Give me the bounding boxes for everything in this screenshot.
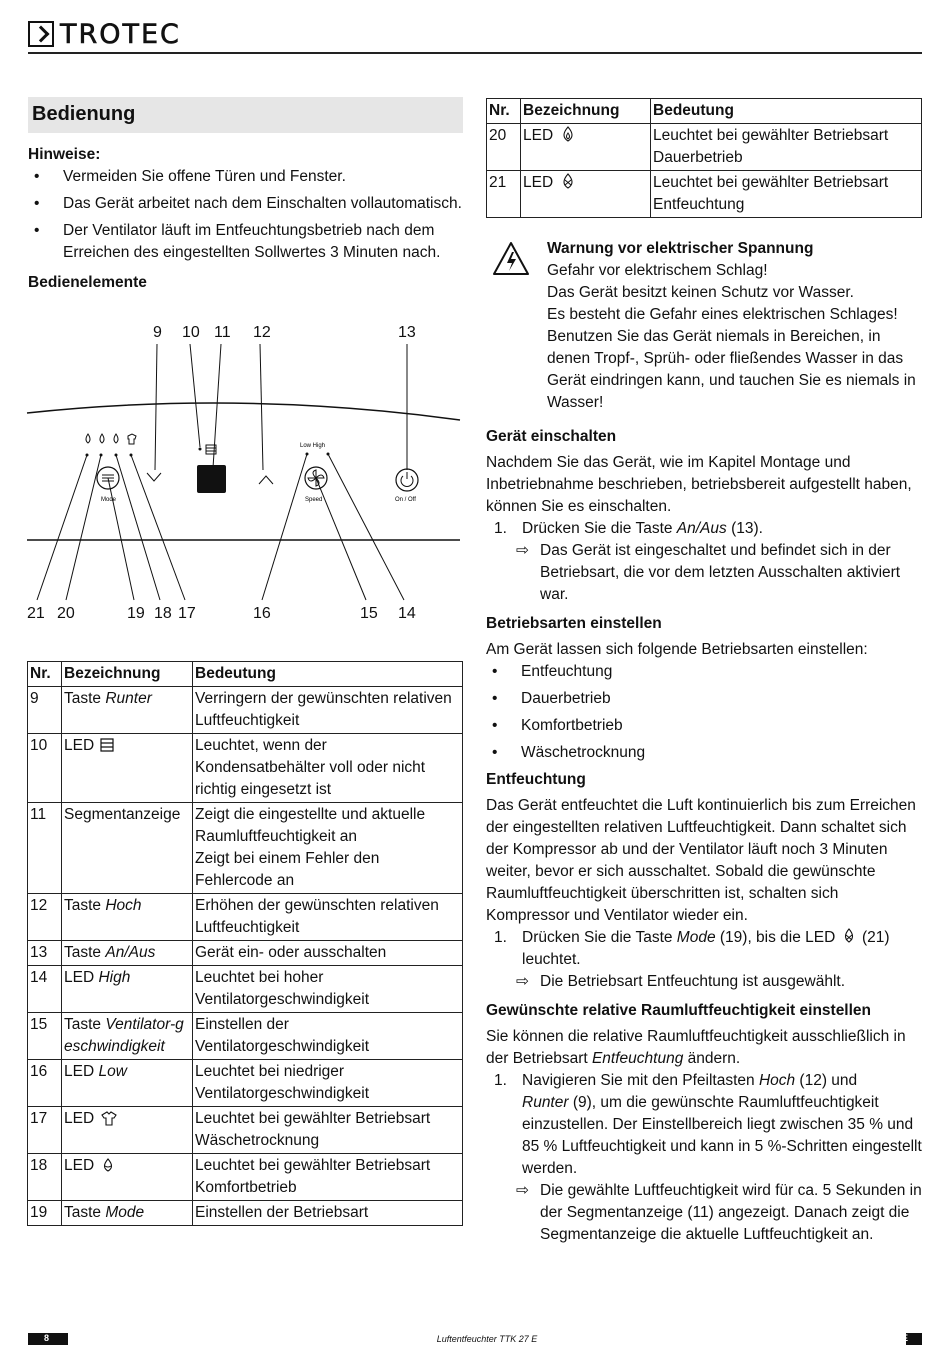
callout-number: 13 (398, 324, 416, 341)
cell-text: LED (64, 1157, 95, 1174)
cell-nr: 9 (28, 687, 62, 734)
step-text: Drücken Sie die Taste (522, 520, 677, 537)
cell-text-italic: Mode (105, 1204, 145, 1221)
callout-number: 11 (214, 324, 231, 341)
list-item: • Der Ventilator läuft im Entfeuchtungsbetrieb nach dem Erreichen des eingestellten Sollwertes 3 Minuten nach. (28, 220, 463, 264)
right-column-text (486, 426, 926, 1246)
cell-nr: 10 (28, 734, 62, 803)
cell-nr: 17 (28, 1107, 62, 1154)
cell-text-italic: Low (98, 1063, 127, 1080)
warning-line: Benutzen Sie das Gerät niemals in Bereichen, in denen Tropf-, Sprüh- oder fließendes Wasser in das Gerät eindringen kann, und tauchen Sie es niemals in Wasser! (547, 328, 916, 411)
notes-list (28, 166, 463, 269)
cell-nr: 15 (28, 1013, 62, 1060)
cell-nr: 12 (28, 894, 62, 941)
cell-bez (62, 894, 193, 941)
list-item: • Entfeuchtung (486, 661, 926, 683)
column-header: Bedeutung (193, 662, 463, 687)
shirt-icon (98, 1110, 118, 1126)
comfort-drop-icon (98, 1157, 118, 1173)
controls-table (27, 661, 463, 1226)
column-header: Bedeutung (651, 99, 922, 124)
target-title: Gewünschte relative Raumluftfeuchtigkeit einstellen (486, 1002, 872, 1019)
table-row (28, 894, 463, 941)
table-row (28, 1107, 463, 1154)
cell-bed: Einstellen der Betriebsart (193, 1201, 463, 1226)
cell-bed: Gerät ein- oder ausschalten (193, 941, 463, 966)
callout-number: 9 (153, 324, 162, 341)
cell-bez (62, 734, 193, 803)
callout-number: 20 (57, 605, 75, 622)
cell-bez (521, 171, 651, 218)
cell-bez (62, 687, 193, 734)
cell-bed (193, 803, 463, 894)
callout-number: 16 (253, 605, 271, 622)
step-text: (21) (857, 929, 890, 946)
callout-number: 12 (253, 324, 271, 341)
brand-name: TROTEC (60, 18, 181, 50)
cell-text: Taste (64, 1016, 106, 1033)
step-item: 1. Drücken Sie die Taste Mode (19), bis die LED (21) leuchtet. (494, 929, 890, 968)
cell-text: Zeigt die eingestellte und aktuelle Raumluftfeuchtigkeit an (195, 806, 426, 845)
table-row (487, 124, 922, 171)
step-item: 1. Navigieren Sie mit den Pfeiltasten Hoch (12) und Runter (9), um die gewünschte Raumluftfeuchtigkeit einzustellen. Der Einstellbereich liegt zwischen 35 % und 85 % Luftfeuchtigkeit und kann in 5 %-Schritten eingestellt werden. (494, 1072, 922, 1177)
controls-table-continued (486, 98, 922, 218)
column-header: Bezeichnung (62, 662, 193, 687)
dehumidify-drop-icon (557, 172, 579, 190)
panel-top-edge (27, 403, 460, 420)
controls-title: Bedienelemente (28, 274, 147, 291)
list-item: • Wäschetrocknung (486, 742, 926, 764)
cell-nr: 21 (487, 171, 521, 218)
warning-line: Das Gerät besitzt keinen Schutz vor Wasser. (547, 284, 854, 301)
table-row (28, 1013, 463, 1060)
result-item (486, 971, 926, 993)
cell-bed: Leuchtet bei gewählter Betriebsart Komfortbetrieb (193, 1154, 463, 1201)
step-text: (13). (726, 520, 763, 537)
onoff-label: On / Off (395, 497, 416, 503)
cell-bed: Verringern der gewünschten relativen Luftfeuchtigkeit (193, 687, 463, 734)
cell-text-italic: An/Aus (105, 944, 156, 961)
notes-title: Hinweise: (28, 146, 101, 163)
cell-nr: 18 (28, 1154, 62, 1201)
speed-label: Speed (305, 497, 323, 503)
cell-bez (62, 1201, 193, 1226)
target-text (486, 1026, 926, 1070)
step-text: (19), bis die LED (715, 929, 840, 946)
cell-nr: 20 (487, 124, 521, 171)
cell-text: LED (523, 127, 554, 144)
arrow-right-icon: ⇨ (516, 542, 529, 559)
step-text: leuchtet. (522, 951, 581, 968)
callout-number: 10 (182, 324, 200, 341)
tank-icon (98, 737, 116, 753)
warning-line: Es besteht die Gefahr eines elektrischen Schlages! (547, 306, 898, 323)
step-text: Navigieren Sie mit den Pfeiltasten (522, 1072, 759, 1089)
table-row (28, 941, 463, 966)
list-item: • Das Gerät arbeitet nach dem Einschalten vollautomatisch. (28, 193, 463, 215)
cell-bed: Leuchtet bei gewählter Betriebsart Dauerbetrieb (651, 124, 922, 171)
cell-bez: Segmentanzeige (62, 803, 193, 894)
mode-label: Mode (101, 497, 117, 503)
list-item: • Vermeiden Sie offene Türen und Fenster. (28, 166, 463, 188)
step-item: 1. Drücken Sie die Taste An/Aus (13). (494, 520, 763, 537)
cell-text: Taste (64, 690, 106, 707)
cell-nr: 14 (28, 966, 62, 1013)
continuous-drop-icon (557, 125, 579, 143)
cell-text: Taste (64, 1204, 106, 1221)
cell-bez (62, 941, 193, 966)
step-text-italic: An/Aus (676, 520, 727, 537)
cell-bez (62, 1013, 193, 1060)
text-part: ändern. (683, 1050, 741, 1067)
switch-on-text: Nachdem Sie das Gerät, wie im Kapitel Montage und Inbetriebnahme beschrieben, betriebsbereit aufgestellt haben, können Sie es einschalten. (486, 454, 912, 515)
section-title: Bedienung (32, 103, 136, 125)
table-row (28, 803, 463, 894)
text-part: Sie können die relative Raumluftfeuchtigkeit ausschließlich in der Betriebsart (486, 1028, 906, 1067)
mode-led-icons (86, 434, 136, 444)
table-row (28, 687, 463, 734)
column-header: Nr. (487, 99, 521, 124)
down-arrow-icon (147, 473, 161, 481)
result-text: Die Betriebsart Entfeuchtung ist ausgewählt. (540, 973, 846, 990)
table-header-row (28, 662, 463, 687)
cell-bed: Leuchtet bei niedriger Ventilatorgeschwindigkeit (193, 1060, 463, 1107)
arrow-right-icon: ⇨ (516, 1182, 529, 1199)
table-row (487, 171, 922, 218)
dehumidify-drop-icon (840, 927, 858, 945)
step-text-italic: Runter (522, 1094, 569, 1111)
cell-bed: Leuchtet, wenn der Kondensatbehälter voll oder nicht richtig eingesetzt ist (193, 734, 463, 803)
table-row (28, 1154, 463, 1201)
cell-bed: Leuchtet bei gewählter Betriebsart Entfeuchtung (651, 171, 922, 218)
table-row (28, 966, 463, 1013)
table-row (28, 1060, 463, 1107)
cell-text: LED (64, 1063, 99, 1080)
header-rule (28, 52, 922, 54)
list-item: • Komfortbetrieb (486, 715, 926, 737)
modes-intro: Am Gerät lassen sich folgende Betriebsarten einstellen: (486, 641, 868, 658)
modes-title: Betriebsarten einstellen (486, 615, 662, 632)
result-text: Das Gerät ist eingeschaltet und befindet sich in der Betriebsart, die vor dem letzten Ausschalten aktiviert war. (540, 542, 901, 603)
result-item (486, 1180, 926, 1246)
cell-text: Taste (64, 897, 106, 914)
cell-bez (62, 1060, 193, 1107)
arrow-right-icon: ⇨ (516, 973, 529, 990)
callout-number: 21 (27, 605, 45, 622)
electric-warning-icon (491, 240, 531, 278)
table-row (28, 734, 463, 803)
up-arrow-icon (259, 476, 273, 484)
modes-list (486, 661, 926, 764)
cell-text-italic: Hoch (105, 897, 142, 914)
step-text: (12) und (795, 1072, 858, 1089)
column-header: Nr. (28, 662, 62, 687)
cell-text-italic: High (98, 969, 131, 986)
cell-bed: Leuchtet bei gewählter Betriebsart Wäschetrocknung (193, 1107, 463, 1154)
cell-nr: 11 (28, 803, 62, 894)
cell-text: Zeigt bei einem Fehler den Fehlercode an (195, 850, 380, 889)
cell-text: LED (523, 174, 554, 191)
result-text: Die gewählte Luftfeuchtigkeit wird für ca. 5 Sekunden in der Segmentanzeige (11) angezeigt. Danach zeigt die Segmentanzeige die aktuelle Luftfeuchtigkeit an. (540, 1182, 922, 1243)
warning-line: Gefahr vor elektrischem Schlag! (547, 262, 768, 279)
low-high-label: Low High (300, 443, 326, 449)
page-footer (28, 1333, 922, 1345)
text-part-italic: Entfeuchtung (591, 1050, 684, 1067)
footer-title: Luftentfeuchter TTK 27 E (68, 1333, 906, 1345)
cell-text: LED (64, 737, 95, 754)
dehumid-title: Entfeuchtung (486, 771, 586, 788)
cell-nr: 16 (28, 1060, 62, 1107)
step-text-italic: Hoch (758, 1072, 796, 1089)
brand-logo (28, 20, 181, 48)
warning-block (547, 238, 925, 414)
table-header-row (487, 99, 922, 124)
cell-bed: Leuchtet bei hoher Ventilatorgeschwindigkeit (193, 966, 463, 1013)
cell-nr: 13 (28, 941, 62, 966)
cell-bed: Erhöhen der gewünschten relativen Luftfeuchtigkeit (193, 894, 463, 941)
switch-on-title: Gerät einschalten (486, 428, 617, 445)
callout-number: 17 (178, 605, 196, 622)
cell-text: LED (64, 1110, 95, 1127)
segment-display (197, 465, 226, 493)
callout-number: 19 (127, 605, 145, 622)
cell-text-italic: Ventilator-geschwindigkeit (64, 1016, 184, 1055)
cell-nr: 19 (28, 1201, 62, 1226)
dehumid-text: Das Gerät entfeuchtet die Luft kontinuierlich bis zum Erreichen der eingestellten relativen Luftfeuchtigkeit. Dann schaltet sich der Kompressor ab und der Ventilator läuft noch 3 Minuten weiter, bevor er sich ausschaltet. Sobald die gewünschte Raumluftfeuchtigkeit überschritten ist, schalten sich Kompressor und Ventilator wieder ein. (486, 797, 916, 924)
table-row (28, 1201, 463, 1226)
cell-bez (62, 1107, 193, 1154)
warning-title: Warnung vor elektrischer Spannung (547, 240, 814, 257)
step-text-italic: Mode (676, 929, 716, 946)
language-code: DE (895, 1333, 908, 1343)
cell-bez (62, 966, 193, 1013)
column-header: Bezeichnung (521, 99, 651, 124)
control-panel-diagram (0, 310, 470, 630)
list-item: • Dauerbetrieb (486, 688, 926, 710)
step-text: Drücken Sie die Taste (522, 929, 677, 946)
cell-text-italic: Runter (105, 690, 152, 707)
cell-bez (521, 124, 651, 171)
result-item (486, 540, 926, 606)
logo-chevron-icon (28, 21, 54, 47)
callout-number: 15 (360, 605, 378, 622)
cell-text: Taste (64, 944, 106, 961)
cell-bed: Einstellen der Ventilatorgeschwindigkeit (193, 1013, 463, 1060)
callout-number: 18 (154, 605, 172, 622)
section-title-bar (28, 97, 463, 133)
cell-bez (62, 1154, 193, 1201)
step-text: (9), um die gewünschte Raumluftfeuchtigkeit einzustellen. Der Einstellbereich liegt zwischen 35 % und 85 % Luftfeuchtigkeit und kann in 5 %-Schritten eingestellt werden. (522, 1094, 922, 1177)
cell-text: LED (64, 969, 99, 986)
page-number: 8 (44, 1333, 50, 1343)
callout-number: 14 (398, 605, 416, 622)
